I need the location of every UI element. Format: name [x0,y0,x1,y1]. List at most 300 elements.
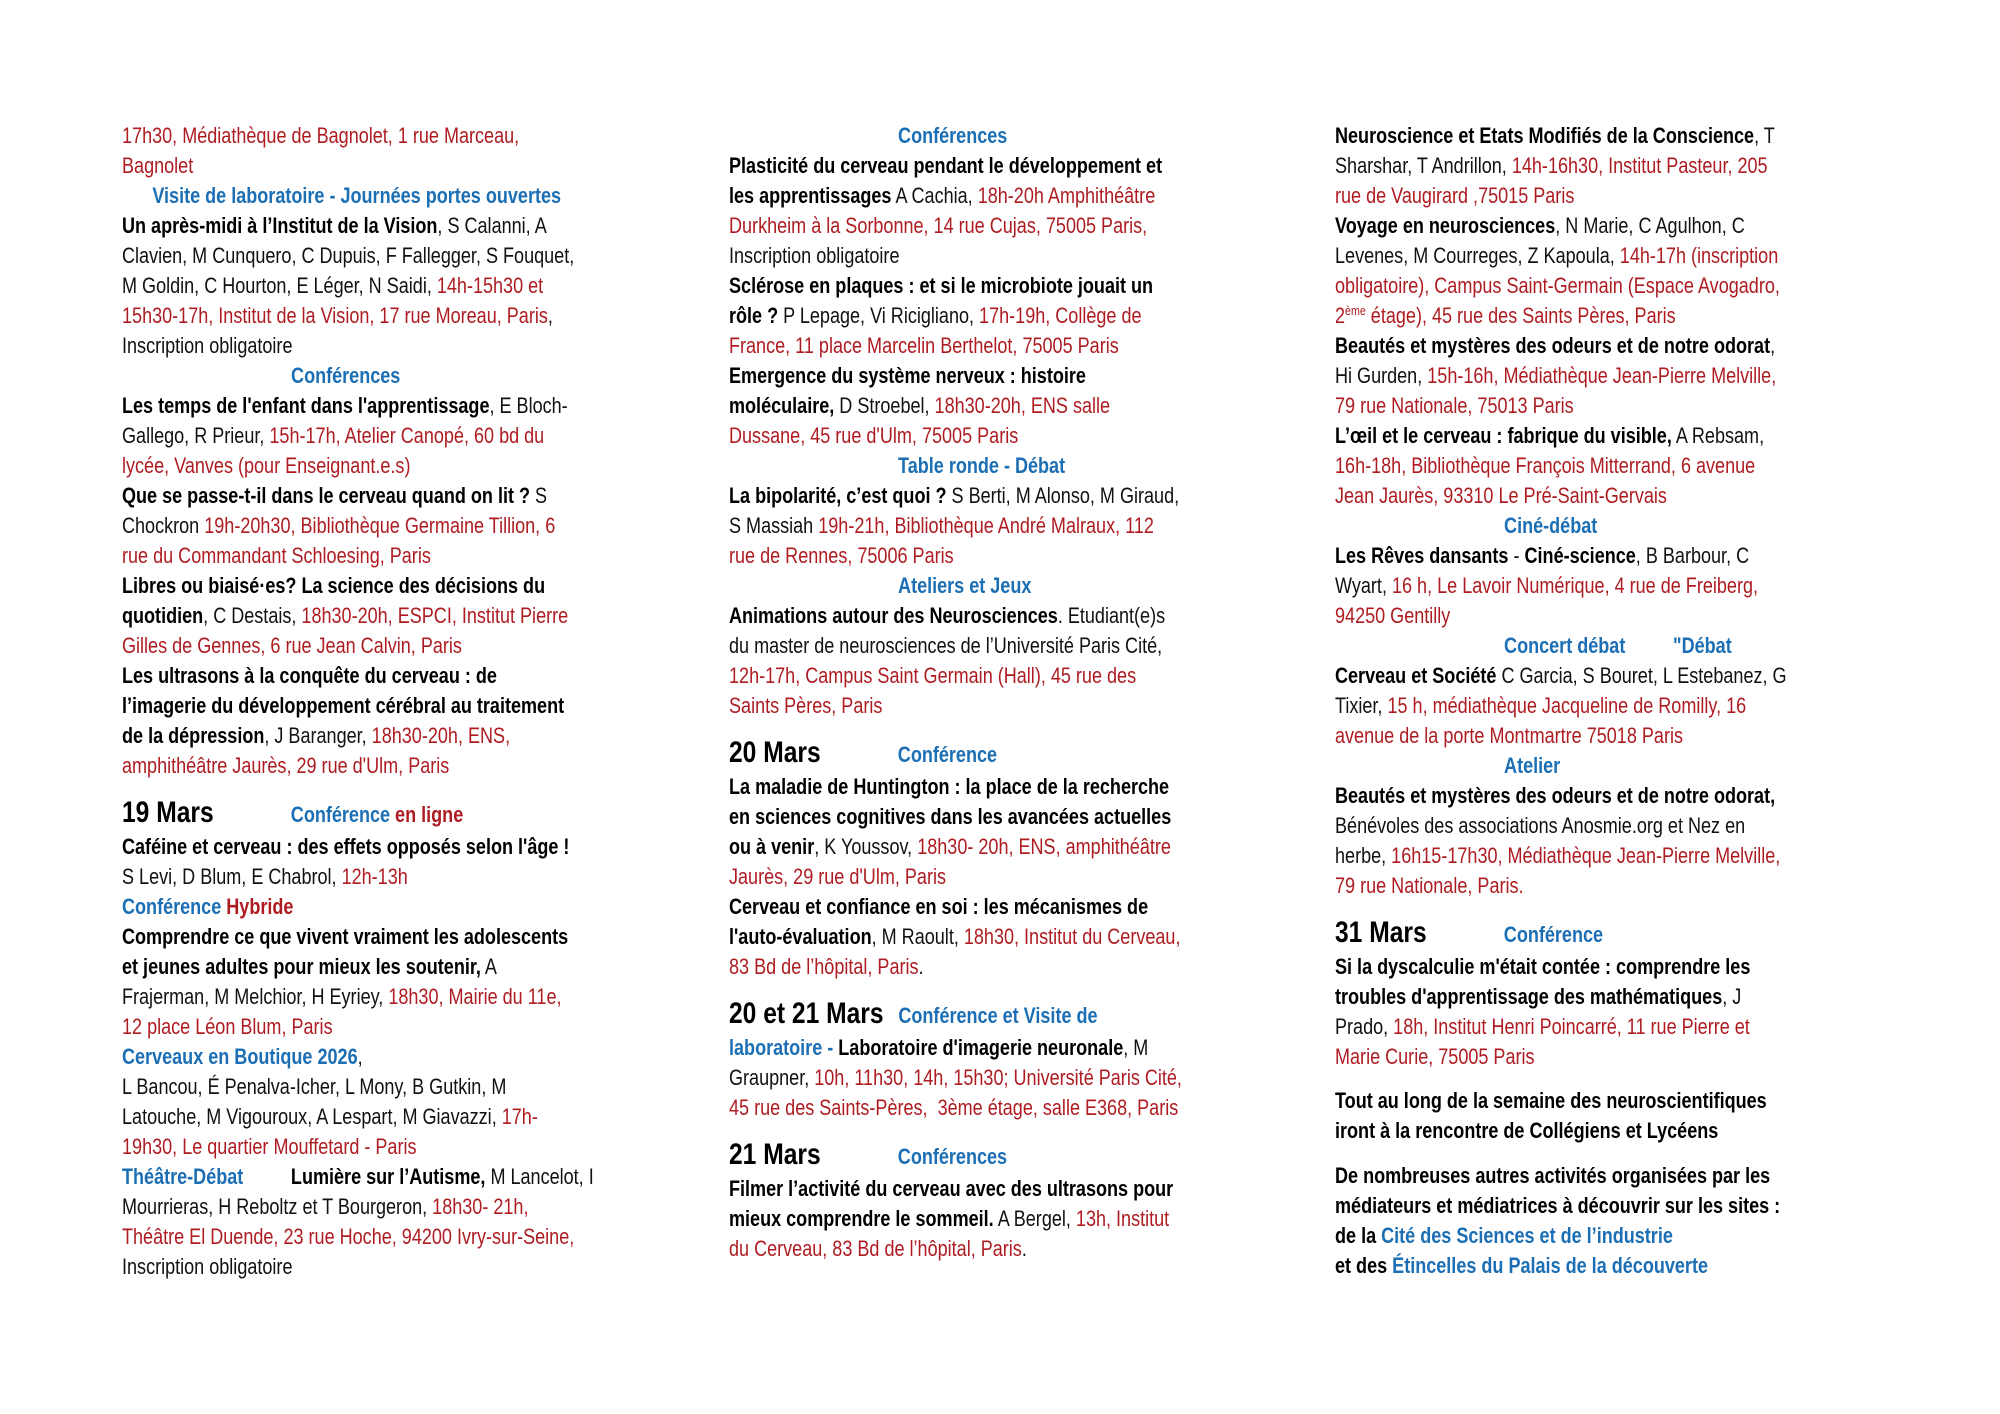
venue-time-text: 79 rue Nationale, 75013 Paris [1335,393,1574,418]
text-line [122,631,581,661]
text-line [1335,1116,1794,1146]
text-line [729,361,1188,391]
event-details: Hi Gurden, [1335,363,1428,388]
category-label: Conférence [1503,922,1604,948]
event-title: de la [1335,1222,1382,1248]
venue-time-text: 13h, Institut [1075,1205,1170,1231]
category-label: Concert débat [1504,633,1626,658]
text-line [729,541,1188,571]
event-entry [729,271,1289,361]
event-title: troubles d'apprentissage des mathématiques [1335,983,1723,1009]
event-entry [122,571,682,661]
event-details: , J Baranger, [264,723,372,748]
event-details: Inscription obligatoire [729,243,900,268]
event-details: P Lepage, Vi Ricigliano, [778,303,980,328]
text-line [122,151,581,181]
venue-time-text: Saints Pères, Paris [729,693,883,718]
text-line [729,451,1188,481]
text-line [1335,1012,1794,1042]
tab-space [122,382,206,383]
event-details: D Stroebel, [834,393,935,418]
text-line [122,751,581,781]
category-label: Atelier [1504,753,1561,778]
text-line [1335,571,1794,601]
text-line [122,601,581,631]
text-line [122,481,581,511]
venue-time-text: 12h-17h, Campus Saint Germain (Hall), 45 rue des [729,663,1137,688]
event-title: Lumière sur l’Autisme, [290,1163,486,1189]
tab-space [729,472,813,473]
venue-time-text: 15 h, médiathèque Jacqueline de Romilly, 16 [1387,693,1747,718]
category-heading [122,361,682,391]
text-line [122,691,581,721]
event-entry [729,1033,1289,1123]
event-details: herbe, [1335,843,1392,868]
tab-space [813,472,898,473]
event-title: De nombreuses autres activités organisées par les [1335,1162,1771,1188]
text-line [1335,871,1794,901]
category-heading [1335,511,1895,541]
event-details: Sharshar, T Andrillon, [1335,153,1512,178]
event-details: , E Bloch- [489,393,568,418]
event-title: Laboratoire d'imagerie neuronale [838,1034,1124,1060]
text-line [122,571,581,601]
text-line [122,391,581,421]
category-heading [729,121,1289,151]
event-entry [122,211,682,361]
text-line [1335,661,1794,691]
event-title: mieux comprendre le sommeil. [729,1205,994,1231]
day-heading [729,738,1289,772]
event-details: . Etudiant(e)s [1057,603,1166,628]
event-details: Wyart, [1335,573,1392,598]
text-line [1335,1161,1794,1191]
site-link[interactable]: Étincelles du Palais de la découverte [1392,1252,1708,1278]
event-title: iront à la rencontre de Collégiens et Lycéens [1335,1118,1719,1144]
event-details: . [1021,1235,1027,1261]
venue-time-text: Durkheim à la Sorbonne, 14 rue Cujas, 75005 Paris, [729,213,1148,238]
event-entry [1335,952,1895,1072]
category-label: Théâtre-Débat [122,1163,244,1189]
text-line [729,241,1188,271]
text-line [729,1063,1188,1093]
text-line [122,1102,581,1132]
text-line [122,121,581,151]
text-line [729,738,1188,772]
text-line [122,1042,581,1072]
venue-time-text: du Cerveau, 83 Bd de l’hôpital, Paris [729,1235,1022,1261]
text-line [1335,481,1794,511]
text-line [729,832,1188,862]
column-3 [1335,121,1895,1281]
text-line [1335,721,1794,751]
text-line [1335,781,1794,811]
text-line [729,271,1188,301]
event-entry [729,151,1289,271]
venue-time-text: lycée, Vanves (pour Enseignant.e.s) [122,453,411,478]
event-title: Beautés et mystères des odeurs et de notre odorat [1335,333,1771,358]
venue-time-text: 15h30-17h, Institut de la Vision, 17 rue Moreau, Paris [122,303,548,328]
text-line [729,211,1188,241]
text-line [1335,241,1794,271]
event-entry [1335,421,1895,511]
text-line [122,331,581,361]
venue-time-text: amphithéâtre Jaurès, 29 rue d'Ulm, Paris [122,753,450,778]
text-line [729,331,1188,361]
venue-time-text: 18h30- 21h, [432,1193,529,1219]
event-title: et des [1335,1252,1393,1278]
venue-time-text: Jaurès, 29 rue d'Ulm, Paris [729,863,947,889]
text-line [122,1252,581,1282]
venue-time-text: 2 [1335,303,1346,328]
text-line [122,1192,581,1222]
event-details: , M [1123,1034,1149,1060]
text-line [1335,451,1794,481]
date-heading: 31 Mars [1335,916,1427,950]
event-details: Bénévoles des associations Anosmie.org et Nez en [1335,813,1746,838]
text-line [122,952,581,982]
event-title: Cerveau et confiance en soi : les mécanismes de [729,893,1149,919]
text-line [729,1204,1188,1234]
venue-time-text: étage), 45 rue des Saints Pères, Paris [1365,303,1676,328]
text-line [1335,811,1794,841]
text-line [729,892,1188,922]
tab-space [729,592,813,593]
text-line [1335,271,1794,301]
tab-space [1625,652,1673,653]
text-line [1335,918,1794,952]
venue-time-text: 14h-16h30, Institut Pasteur, 205 [1511,153,1768,178]
text-line [122,922,581,952]
venue-time-text: 12h-13h [341,863,408,889]
venue-time-text: 17h30, Médiathèque de Bagnolet, 1 rue Marceau, [122,123,520,148]
event-title: l'auto-évaluation [729,923,872,949]
event-title: Si la dyscalculie m'était contée : comprendre les [1335,953,1751,979]
text-line [1335,1086,1794,1116]
venue-time-text: 14h-15h30 et [436,273,544,298]
venue-time-text: 79 rue Nationale, Paris. [1335,873,1524,898]
event-title: en sciences cognitives dans les avancées actuelles [729,803,1172,829]
venue-time-text: 83 Bd de l’hôpital, Paris [729,953,919,979]
text-line [729,301,1188,331]
tab-space [214,821,291,822]
event-details: C Garcia, S Bouret, L Estebanez, G [1496,663,1787,688]
text-line [122,1222,581,1252]
venue-time-text: 18h30-20h, ENS, [371,723,511,748]
text-line [729,601,1188,631]
event-title: Que se passe-t-il dans le cerveau quand on lit ? [122,483,531,508]
venue-time-text: 19h-21h, Bibliothèque André Malraux, 112 [818,513,1154,538]
category-label: Conférences [897,1144,1008,1170]
day-heading [122,798,682,832]
date-heading: 21 Mars [729,1138,821,1172]
event-title: Tout au long de la semaine des neuroscientifiques [1335,1088,1767,1114]
date-heading: 19 Mars [122,796,214,830]
venue-time-text: obligatoire), Campus Saint-Germain (Espace Avogadro, [1335,273,1780,298]
text-line [1335,1042,1794,1072]
tab-space [884,1022,899,1023]
event-title: La maladie de Huntington : la place de la recherche [729,773,1170,799]
text-line [729,511,1188,541]
event-entry [729,361,1289,451]
category-label: Conférence [122,893,227,919]
column-2 [729,121,1289,1264]
day-heading [729,1140,1289,1174]
text-line [122,892,581,922]
text-line [729,802,1188,832]
text-line [1335,391,1794,421]
text-line [729,481,1188,511]
event-title: l’imagerie du développement cérébral au traitement [122,693,565,718]
text-line [729,691,1188,721]
venue-time-text: France, 11 place Marcelin Berthelot, 75005 Paris [729,333,1119,358]
venue-time-text: 14h-17h (inscription [1619,243,1779,268]
text-line [729,952,1188,982]
event-entry [122,922,682,1042]
text-line [729,1093,1188,1123]
text-line [729,631,1188,661]
event-details: , N Marie, C Agulhon, C [1555,213,1745,238]
event-details: , S Calanni, A [437,213,547,238]
venue-time-text: 15h-17h, Atelier Canopé, 60 bd du [269,423,545,448]
venue-time-text: 18h30- 20h, ENS, amphithéâtre [917,833,1171,859]
text-line [729,571,1188,601]
event-title: Animations autour des Neurosciences [729,603,1058,628]
event-title: et jeunes adultes pour mieux les soutenir, [122,953,481,979]
text-line [122,301,581,331]
text-line [729,121,1188,151]
text-line [1335,511,1794,541]
event-details: A [480,953,497,979]
category-label: Conférences [898,123,1008,148]
text-line [122,982,581,1012]
venue-time-text: 18h30-20h, ESPCI, Institut Pierre [301,603,569,628]
text-line [1335,541,1794,571]
tab-space [243,1183,291,1184]
info-note [1335,1086,1895,1146]
column-1 [122,121,682,1282]
text-line [1335,982,1794,1012]
text-line [729,922,1188,952]
event-title: moléculaire, [729,393,835,418]
event-details: A Rebsam, [1671,423,1765,448]
event-entry [729,601,1289,721]
event-entry [122,661,682,781]
text-line [729,181,1188,211]
text-line [122,511,581,541]
tab-space [821,1163,898,1164]
text-line [729,151,1188,181]
category-label: Table ronde - Débat [898,453,1066,478]
text-line [729,772,1188,802]
event-details: L Bancou, É Penalva-Icher, L Mony, B Gutkin, M [122,1073,507,1099]
event-entry [729,1174,1289,1264]
text-line [729,862,1188,892]
event-entry [122,1042,682,1162]
venue-time-text: 10h, 11h30, 14h, 15h30; Université Paris Cité, [814,1064,1182,1090]
tab-space [1419,532,1504,533]
text-line [1335,301,1794,331]
text-line [122,1072,581,1102]
venue-time-text: Dussane, 45 rue d'Ulm, 75005 Paris [729,423,1019,448]
site-link[interactable]: Cité des Sciences et de l’industrie [1381,1222,1673,1248]
category-label: "Débat [1673,633,1732,658]
category-qualifier: Hybride [226,893,294,919]
venue-time-text: 45 rue des Saints-Pères, 3ème étage, salle E368, Paris [729,1094,1179,1120]
category-label: Ateliers et Jeux [898,573,1032,598]
event-details: Gallego, R Prieur, [122,423,270,448]
category-label: Cerveaux en Boutique 2026 [122,1043,358,1069]
text-line [729,1234,1188,1264]
event-details: , B Barbour, C [1635,543,1750,568]
text-line [729,999,1188,1033]
text-line [729,1174,1188,1204]
info-note [1335,1161,1895,1281]
text-line [729,661,1188,691]
event-details: . [918,953,924,979]
event-title: Libres ou biaisé·es? La science des décisions du [122,573,546,598]
text-line [1335,691,1794,721]
event-title: ou à venir [729,833,815,859]
event-entry [122,481,682,571]
text-line [122,832,581,862]
text-line [122,1012,581,1042]
event-details: A Cachia, [891,183,978,208]
event-entry [1335,781,1895,901]
event-details: Frajerman, M Melchior, H Eyriey, [122,983,389,1009]
event-details: S Massiah [729,513,819,538]
text-line [729,1033,1188,1063]
text-line [122,661,581,691]
venue-time-text: 19h-20h30, Bibliothèque Germaine Tillion, 6 [204,513,556,538]
event-details: Inscription obligatoire [122,333,293,358]
event-title: L’œil et le cerveau : fabrique du visible, [1335,423,1672,448]
event-entry [122,121,682,181]
venue-time-text: Théâtre El Duende, 23 rue Hoche, 94200 Ivry-sur-Seine, [122,1223,575,1249]
text-line [122,271,581,301]
event-entry [1335,661,1895,751]
event-details: , C Destais, [203,603,302,628]
event-entry [122,1162,682,1282]
event-details: M Goldin, C Hourton, E Léger, N Saidi, [122,273,437,298]
event-details: Clavien, M Cunquero, C Dupuis, F Fallegger, S Fouquet, [122,243,575,268]
text-line [122,211,581,241]
event-title: quotidien [122,603,204,628]
event-details: S Berti, M Alonso, M Giraud, [946,483,1180,508]
event-title: rôle ? [729,303,779,328]
category-qualifier: en ligne [395,802,464,828]
venue-time-text: 19h30, Le quartier Mouffetard - Paris [122,1133,417,1159]
category-label: Conférences [291,363,401,388]
text-line [1335,1191,1794,1221]
event-entry [729,772,1289,892]
event-details: Latouche, M Vigouroux, A Lespart, M Giavazzi, [122,1103,502,1129]
event-details: , [547,303,553,328]
event-entry [1335,121,1895,211]
event-details: Mourrieras, H Reboltz et T Bourgeron, [122,1193,433,1219]
venue-time-text: avenue de la porte Montmartre 75018 Paris [1335,723,1683,748]
text-line [122,451,581,481]
event-details: Chockron [122,513,205,538]
event-title: les apprentissages [729,183,892,208]
venue-time-text: 17h- [501,1103,538,1129]
text-line [1335,1251,1794,1281]
text-line [729,1140,1188,1174]
tab-space [1427,941,1504,942]
event-details: , J [1722,983,1742,1009]
text-line [122,862,581,892]
event-title: Sclérose en plaques : et si le microbiote jouait un [729,273,1154,298]
text-line [1335,331,1794,361]
text-line [1335,151,1794,181]
category-heading [729,451,1289,481]
event-details: Levenes, M Courreges, Z Kapoula, [1335,243,1620,268]
event-title: Neuroscience et Etats Modifiés de la Conscience [1335,123,1755,148]
day-heading [729,999,1289,1033]
category-label: Visite de laboratoire - Journées portes ouvertes [152,183,562,208]
event-entry [1335,211,1895,331]
venue-time-text: 94250 Gentilly [1335,603,1451,628]
text-line [1335,1221,1794,1251]
event-title: de la dépression [122,723,265,748]
category-label: Conférence et Visite de [898,1003,1098,1029]
event-details: , K Youssov, [814,833,918,859]
text-line [122,1162,594,1192]
event-entry [729,892,1289,982]
text-line [122,241,581,271]
venue-time-text: 16h-18h, Bibliothèque François Mitterrand, 6 avenue [1335,453,1756,478]
tab-space [1335,772,1419,773]
event-title: médiateurs et médiatrices à découvrir sur les sites : [1335,1192,1781,1218]
event-title: Cerveau et Société [1335,663,1497,688]
venue-time-text: 18h, Institut Henri Poincarré, 11 rue Pierre et [1393,1013,1750,1039]
event-details: S Levi, D Blum, E Chabrol, [122,863,342,889]
text-line [1335,751,1794,781]
venue-time-text: Bagnolet [122,153,194,178]
venue-time-text: 16h15-17h30, Médiathèque Jean-Pierre Melville, [1391,843,1781,868]
text-line [122,181,581,211]
text-line [122,1132,581,1162]
event-title: Les Rêves dansants [1335,543,1509,568]
text-line [122,721,581,751]
text-line [1335,631,1794,661]
event-entry [1335,331,1895,421]
text-line [729,421,1188,451]
text-line [1335,841,1794,871]
event-details: , T [1754,123,1775,148]
superscript-text: ème [1345,303,1366,318]
event-details: , [357,1043,363,1069]
text-line [1335,952,1794,982]
event-entry [122,391,682,481]
event-title: Beautés et mystères des odeurs et de notre odorat, [1335,783,1776,808]
event-details: Prado, [1335,1013,1394,1039]
tab-space [813,142,898,143]
category-label: Ciné-débat [1504,513,1598,538]
text-line [1335,601,1794,631]
event-entry [729,481,1289,571]
category-heading [122,892,682,922]
text-line [1335,181,1794,211]
tab-space [1419,772,1504,773]
venue-time-text: 16 h, Le Lavoir Numérique, 4 rue de Freiberg, [1391,573,1758,598]
category-heading [729,571,1289,601]
tab-space [1419,652,1504,653]
tab-space [729,142,813,143]
event-title: Les temps de l'enfant dans l'apprentissage [122,393,490,418]
event-title: Comprendre ce que vivent vraiment les adolescents [122,923,569,949]
venue-time-text: 18h30, Institut du Cerveau, [963,923,1181,949]
